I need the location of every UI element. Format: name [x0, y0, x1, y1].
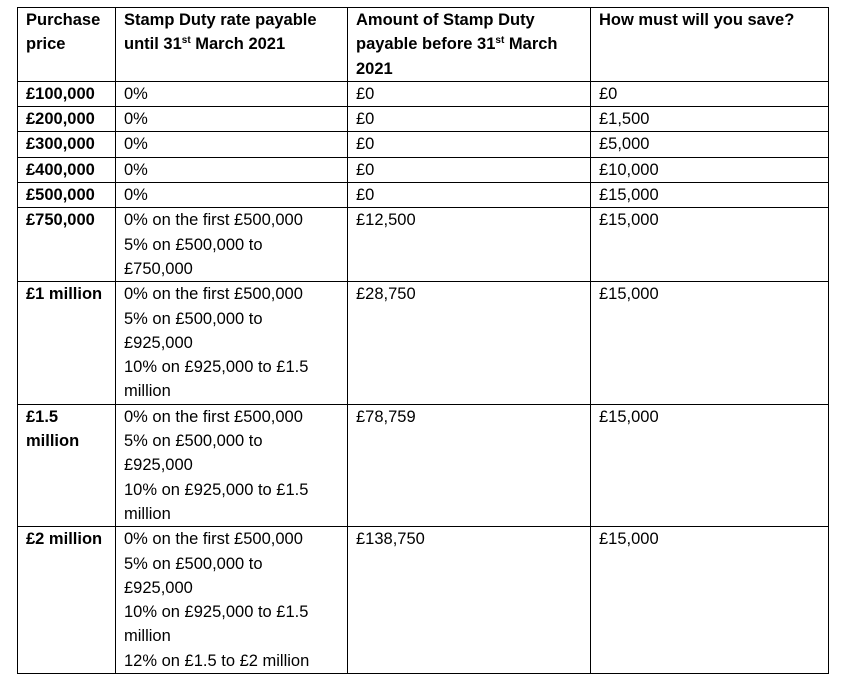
header-amount-line: Amount of Stamp Duty: [356, 11, 535, 29]
amount-value: £0: [356, 186, 375, 205]
rate-line: 0% on the first £500,000: [124, 407, 303, 426]
table-row: [18, 208, 829, 282]
purchase-price-cell: [18, 404, 116, 526]
rate-cell: [116, 404, 348, 526]
purchase-price-line: £2 million: [26, 530, 103, 549]
purchase-price-cell: [18, 107, 116, 132]
rate-cell: [116, 132, 348, 157]
saving-cell: [591, 404, 829, 526]
purchase-price-cell: [18, 132, 116, 157]
saving-cell: [591, 157, 829, 182]
purchase-price-line: million: [26, 432, 80, 451]
stamp-duty-table: [17, 7, 829, 674]
amount-cell: [348, 183, 591, 208]
header-saving-line: How must will you save?: [599, 11, 795, 29]
header-rate: [116, 8, 348, 82]
purchase-price-cell: [18, 527, 116, 674]
table-row: [18, 132, 829, 157]
saving-value: £15,000: [599, 211, 659, 230]
rate-cell: [116, 107, 348, 132]
saving-cell: [591, 208, 829, 282]
header-purchase-price: [18, 8, 116, 82]
rate-line: 0%: [124, 110, 148, 129]
rate-cell: [116, 527, 348, 674]
saving-cell: [591, 132, 829, 157]
purchase-price-cell: [18, 183, 116, 208]
rate-cell: [116, 81, 348, 106]
table-row: [18, 157, 829, 182]
header-rate-ordinal: st: [181, 35, 191, 47]
purchase-price-cell: [18, 208, 116, 282]
rate-line: 0%: [124, 160, 148, 179]
amount-value: £78,759: [356, 407, 416, 426]
rate-line: £925,000: [124, 456, 193, 475]
saving-cell: [591, 183, 829, 208]
amount-value: £138,750: [356, 530, 425, 549]
header-rate-text: until 31: [124, 35, 182, 54]
amount-cell: [348, 132, 591, 157]
header-amount-text: payable before 31: [356, 35, 496, 54]
rate-line: million: [124, 504, 171, 523]
saving-cell: [591, 81, 829, 106]
amount-cell: [348, 282, 591, 404]
table-body: [18, 81, 829, 673]
amount-value: £0: [356, 135, 375, 154]
rate-line: 10% on £925,000 to £1.5: [124, 603, 309, 622]
rate-cell: [116, 183, 348, 208]
amount-value: £28,750: [356, 285, 416, 304]
header-rate-text: March 2021: [190, 35, 286, 54]
rate-line: 5% on £500,000 to: [124, 309, 263, 328]
saving-value: £15,000: [599, 530, 659, 549]
header-row: [18, 8, 829, 82]
purchase-price-line: £100,000: [26, 84, 95, 103]
rate-line: 0% on the first £500,000: [124, 211, 303, 230]
rate-line: 5% on £500,000 to: [124, 432, 263, 451]
rate-line: 0% on the first £500,000: [124, 530, 303, 549]
header-amount-text: March: [504, 35, 558, 54]
saving-value: £15,000: [599, 285, 659, 304]
amount-value: £0: [356, 110, 375, 129]
rate-line: million: [124, 382, 171, 401]
rate-line: 10% on £925,000 to £1.5: [124, 480, 309, 499]
amount-value: £0: [356, 160, 375, 179]
rate-line: 5% on £500,000 to: [124, 554, 263, 573]
header-rate-line: [124, 32, 343, 56]
saving-value: £0: [599, 84, 618, 103]
purchase-price-cell: [18, 81, 116, 106]
rate-line: 0%: [124, 84, 148, 103]
purchase-price-cell: [18, 282, 116, 404]
header-amount: [348, 8, 591, 82]
table-header: [18, 8, 829, 82]
purchase-price-line: £200,000: [26, 110, 95, 129]
rate-line: 0% on the first £500,000: [124, 285, 303, 304]
amount-value: £12,500: [356, 211, 416, 230]
rate-line: 0%: [124, 135, 148, 154]
saving-value: £15,000: [599, 186, 659, 205]
saving-value: £15,000: [599, 407, 659, 426]
purchase-price-line: £400,000: [26, 160, 95, 179]
rate-line: million: [124, 627, 171, 646]
amount-cell: [348, 527, 591, 674]
saving-value: £5,000: [599, 135, 650, 154]
purchase-price-line: £1.5: [26, 407, 59, 426]
saving-cell: [591, 527, 829, 674]
purchase-price-line: £300,000: [26, 135, 95, 154]
saving-cell: [591, 282, 829, 404]
header-saving: [591, 8, 829, 82]
header-amount-ordinal: st: [495, 35, 505, 47]
rate-cell: [116, 282, 348, 404]
amount-cell: [348, 208, 591, 282]
table-row: [18, 282, 829, 404]
saving-value: £10,000: [599, 160, 659, 179]
rate-line: 5% on £500,000 to: [124, 235, 263, 254]
rate-line: £925,000: [124, 333, 193, 352]
rate-line: 10% on £925,000 to £1.5: [124, 358, 309, 377]
amount-cell: [348, 404, 591, 526]
saving-cell: [591, 107, 829, 132]
rate-cell: [116, 157, 348, 182]
table-row: [18, 107, 829, 132]
rate-line: 12% on £1.5 to £2 million: [124, 651, 310, 670]
saving-value: £1,500: [599, 110, 650, 129]
amount-cell: [348, 81, 591, 106]
table-row: [18, 81, 829, 106]
table-row: [18, 183, 829, 208]
purchase-price-cell: [18, 157, 116, 182]
table-row: [18, 527, 829, 674]
header-amount-line: [356, 32, 586, 56]
header-rate-line: Stamp Duty rate payable: [124, 11, 317, 29]
rate-line: £925,000: [124, 578, 193, 597]
purchase-price-line: £500,000: [26, 186, 95, 205]
amount-cell: [348, 157, 591, 182]
header-amount-line: 2021: [356, 59, 393, 78]
header-purchase-price-line: Purchase: [26, 11, 101, 29]
table-row: [18, 404, 829, 526]
header-purchase-price-line: price: [26, 35, 66, 54]
rate-line: £750,000: [124, 259, 193, 278]
amount-cell: [348, 107, 591, 132]
amount-value: £0: [356, 84, 375, 103]
rate-line: 0%: [124, 186, 148, 205]
purchase-price-line: £750,000: [26, 211, 95, 230]
rate-cell: [116, 208, 348, 282]
purchase-price-line: £1 million: [26, 285, 103, 304]
